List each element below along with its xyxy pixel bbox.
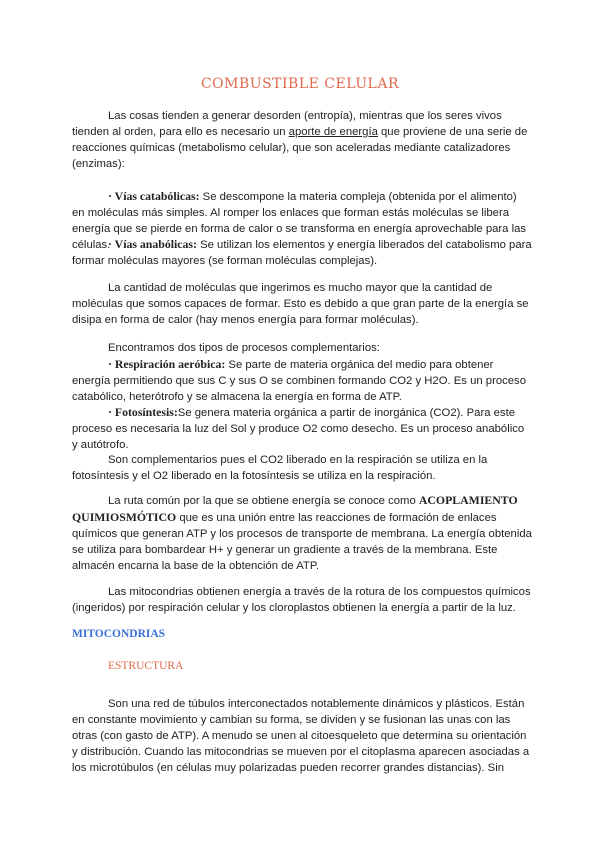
complementary-paragraph: Son complementarios pues el CO2 liberado en la respiración se utiliza en la fotosíntesis y el O2 liberado en la fotosíntesis se utiliza en la respiración. [72,454,488,482]
subsection-heading-estructura: ESTRUCTURA [108,660,184,672]
chemiosmotic-term: ACOPLAMIENTO QUIMIOSMÓTICO [72,493,518,524]
intro-paragraph: Las cosas tienden a generar desorden (entropía), mientras que los seres vivos tienden al orden, para ello es necesario un aporte de energía que proviene de una serie de reacciones químicas (metabolismo celular), que son aceleradas mediante catalizadores (enzimas): [72,110,528,170]
anabolic-label: · Vías anabólicas: [108,237,197,251]
mitochondria-energy-paragraph: Las mitocondrias obtienen energía a través de la rotura de los compuestos químicos (ingeridos) por respiración celular y los cloroplastos obtienen la energía a partir de la luz. [72,586,531,614]
page-title: COMBUSTIBLE CELULAR [200,76,400,92]
structure-paragraph: Son una red de túbulos interconectados notablemente dinámicos y plásticos. Están en constante movimiento y cambian su forma, se dividen y se fusionan las unas con las otras (con gasto de ATP). A menudo se unen al citoesqueleto que determina su orientación y distribución. Cuando las mitocondrias se mueven por el citoplasma aparecen asociadas a los microtúbulos (en células muy polarizadas pueden recorrer grandes distancias). Sin [72,698,530,774]
processes-intro: Encontramos dos tipos de procesos complementarios: [108,342,380,354]
anabolic-paragraph: · Vías anabólicas: Se utilizan los elementos y energía liberados del catabolismo para formar moléculas mayores (se forman moléculas complejas). [72,237,532,267]
quantity-paragraph: La cantidad de moléculas que ingerimos es mucho mayor que la cantidad de moléculas que somos capaces de formar. Esto es debido a que gran parte de la energía se disipa en forma de calor (hay menos energía para formar moléculas). [72,282,529,326]
catabolic-label: · Vías catabólicas: [108,189,200,203]
respiration-label: · Respiración aeróbica: [108,357,226,371]
photosynthesis-paragraph: · Fotosíntesis:Se genera materia orgánica a partir de inorgánica (CO2). Para este proceso es necesaria la luz del Sol y produce O2 como desecho. Es un proceso anabólico y autótrofo. [72,405,525,451]
photosynthesis-label: · Fotosíntesis: [108,405,178,419]
chemiosmotic-paragraph: La ruta común por la que se obtiene energía se conoce como ACOPLAMIENTO QUIMIOSMÓTICO que es una unión entre las reacciones de formación de enlaces químicos que generan ATP y los procesos de transporte de membrana. La energía obtenida se utiliza para bombardear H+ y generar un gradiente a través de la membrana. Este almacén encarna la base de la obtención de ATP. [72,493,532,572]
section-heading-mitocondrias: MITOCONDRIAS [72,628,166,640]
underlined-phrase: aporte de energía [288,126,378,138]
respiration-paragraph: · Respiración aeróbica: Se parte de materia orgánica del medio para obtener energía permitiendo que sus C y sus O se combinen formando CO2 y H2O. Es un proceso catabólico, heterótrofo y se almacena la energía en forma de ATP. [72,357,526,403]
catabolic-paragraph: · Vías catabólicas: Se descompone la materia compleja (obtenida por el alimento) en moléculas más simples. Al romper los enlaces que forman estás moléculas se libera energía que se pierde en forma de calor o se transforma en energía aprovechable para las células. [72,189,527,251]
